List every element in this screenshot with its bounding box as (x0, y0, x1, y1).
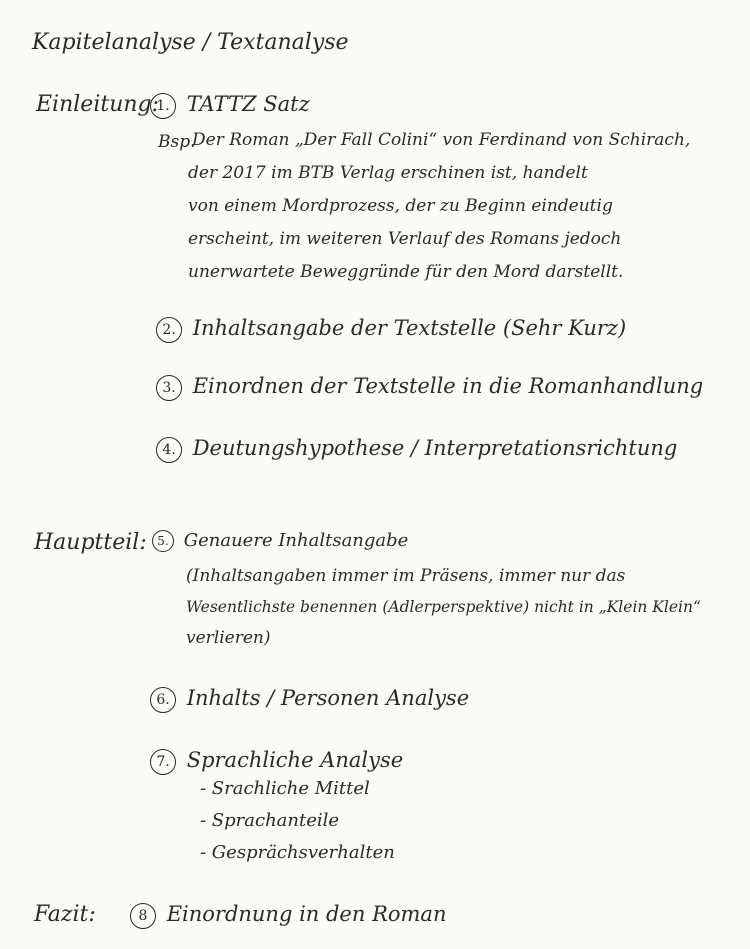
step-text: Einordnen der Textstelle in die Romanhandlung (192, 374, 704, 398)
step-number-badge: 4. (156, 437, 182, 463)
step-7-bullet-3: - Gesprächsverhalten (200, 842, 395, 863)
step-4 (156, 436, 677, 463)
step-7 (150, 748, 403, 775)
step-text: Deutungshypothese / Interpretationsrichtung (192, 436, 678, 460)
step-text: Inhalts / Personen Analyse (186, 686, 470, 710)
step-number-badge: 6. (150, 687, 176, 713)
section-label-hauptteil: Hauptteil: (34, 530, 147, 555)
step-7-bullet-2: - Sprachanteile (200, 810, 340, 831)
step-text: Sprachliche Analyse (186, 748, 404, 772)
step-6 (150, 686, 469, 713)
step-text: Genauere Inhaltsangabe (183, 530, 409, 551)
example-line-2: der 2017 im BTB Verlag erschinen ist, handelt (188, 163, 588, 183)
step-number-badge: 1. (150, 93, 176, 119)
step-5-note-line-1: (Inhaltsangaben immer im Präsens, immer nur das (186, 566, 626, 586)
step-number-badge: 8 (130, 903, 156, 929)
step-5 (152, 530, 408, 552)
step-8 (130, 902, 446, 929)
page-title: Kapitelanalyse / Textanalyse (32, 30, 349, 55)
example-line-5: unerwartete Beweggründe für den Mord darstellt. (188, 262, 624, 282)
section-label-fazit: Fazit: (34, 902, 96, 927)
example-line-1: Der Roman „Der Fall Colini“ von Ferdinand von Schirach, (192, 130, 691, 150)
step-text: TATTZ Satz (186, 92, 310, 116)
step-5-note-line-3: verlieren) (186, 628, 271, 648)
step-number-badge: 2. (156, 317, 182, 343)
step-number-badge: 3. (156, 375, 182, 401)
example-line-4: erscheint, im weiteren Verlauf des Romans jedoch (188, 229, 622, 249)
example-prefix: Bsp. (158, 132, 196, 152)
step-2 (156, 316, 626, 343)
section-label-einleitung: Einleitung: (36, 92, 160, 117)
step-number-badge: 7. (150, 749, 176, 775)
example-line-3: von einem Mordprozess, der zu Beginn eindeutig (188, 196, 613, 216)
step-7-bullet-1: - Srachliche Mittel (200, 778, 370, 799)
step-5-note-line-2: Wesentlichste benennen (Adlerperspektive) nicht in „Klein Klein“ (186, 598, 701, 616)
step-text: Inhaltsangabe der Textstelle (Sehr Kurz) (192, 316, 627, 340)
step-3 (156, 374, 703, 401)
step-text: Einordnung in den Roman (166, 902, 447, 926)
step-1 (150, 92, 310, 119)
step-number-badge: 5. (152, 530, 174, 552)
